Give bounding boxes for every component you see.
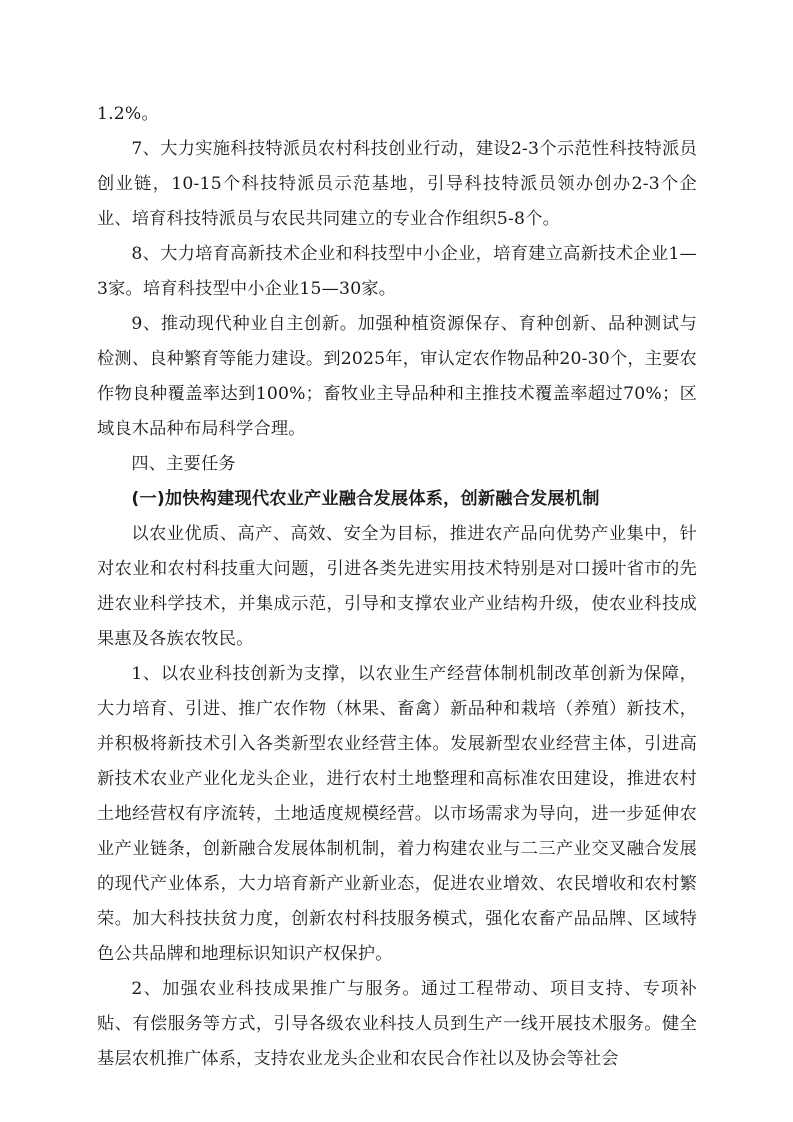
subsection-heading: (一)加快构建现代农业产业融合发展体系，创新融合发展机制 xyxy=(131,489,600,509)
paragraph-item-8: 8、大力培育高新技术企业和科技型中小企业，培育建立高新技术企业1—3家。培育科技型中小企业15—30家。 xyxy=(97,244,697,299)
paragraph-item-9: 9、推动现代种业自主创新。加强种植资源保存、育种创新、品种测试与检测、良种繁育等能力建设。到2025年，审认定农作物品种20-30个，主要农作物良种覆盖率达到100%；畜牧业主导品种和主推技术覆盖率超过70%；区域良木品种布局科学合理。 xyxy=(97,314,697,439)
paragraph-item-7: 7、大力实施科技特派员农村科技创业行动，建设2-3个示范性科技特派员创业链，10-15个科技特派员示范基地，引导科技特派员领办创办2-3个企业、培育科技特派员与农民共同建立的专业合作组织5-8个。 xyxy=(97,139,697,229)
paragraph-continuation: 1.2%。 xyxy=(97,104,159,124)
paragraph-task-2: 2、加强农业科技成果推广与服务。通过工程带动、项目支持、专项补贴、有偿服务等方式，引导各级农业科技人员到生产一线开展技术服务。健全基层农机推广体系，支持农业龙头企业和农民合作社以及协会等社会 xyxy=(97,979,697,1069)
document-body xyxy=(97,97,697,1077)
section-heading: 四、主要任务 xyxy=(131,454,236,474)
paragraph-intro: 以农业优质、高产、高效、安全为目标，推进农产品向优势产业集中，针对农业和农村科技重大问题，引进各类先进实用技术特别是对口援叶省市的先进农业科学技术，并集成示范，引导和支撑农业产业结构升级，使农业科技成果惠及各族农牧民。 xyxy=(97,524,697,649)
paragraph-task-1: 1、以农业科技创新为支撑，以农业生产经营体制机制改革创新为保障，大力培育、引进、推广农作物（林果、畜禽）新品种和栽培（养殖）新技术，并积极将新技术引入各类新型农业经营主体。发展新型农业经营主体，引进高新技术农业产业化龙头企业，进行农村土地整理和高标准农田建设，推进农村土地经营权有序流转，土地适度规模经营。以市场需求为导向，进一步延伸农业产业链条，创新融合发展体制机制，着力构建农业与二三产业交叉融合发展的现代产业体系，大力培育新产业新业态，促进农业增效、农民增收和农村繁荣。加大科技扶贫力度，创新农村科技服务模式，强化农畜产品品牌、区域特色公共品牌和地理标识知识产权保护。 xyxy=(97,664,697,964)
